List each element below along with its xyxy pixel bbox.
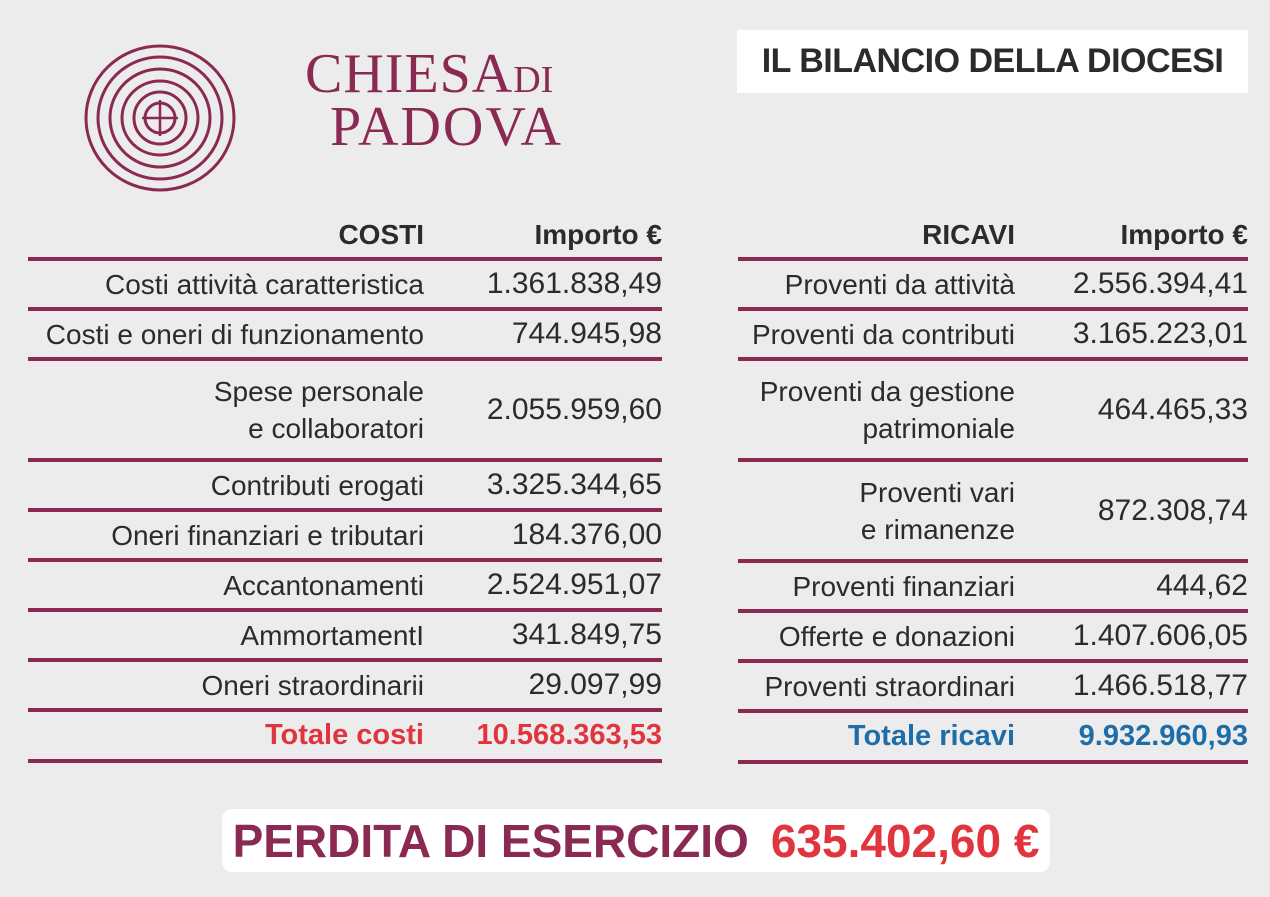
revenues-total-label: Totale ricavi [847,720,1015,752]
table-row [738,563,1248,613]
row-label: Proventi straordinari [764,670,1015,702]
table-row [738,613,1248,663]
table-row [28,361,662,462]
logo-line1-small: DI [513,59,554,101]
row-label [738,474,1015,548]
diocese-logo-text [305,43,563,159]
diocese-logo-icon [80,40,240,195]
row-label-line1: Proventi vari [859,476,1015,508]
table-row [738,462,1248,563]
row-label: AmmortamentI [240,619,424,651]
result-banner [222,809,1050,872]
row-label-line2: patrimoniale [862,412,1015,444]
costs-total-row [28,712,662,763]
row-label: Oneri finanziari e tributari [111,519,424,551]
costs-total-amount: 10.568.363,53 [476,719,662,751]
revenues-header-row [738,212,1248,261]
table-row [28,512,662,562]
row-amount: 1.361.838,49 [486,267,662,300]
row-label: Proventi finanziari [792,570,1015,602]
row-label: Oneri straordinarii [201,669,424,701]
costs-header-label: COSTI [338,219,424,250]
table-row [738,311,1248,361]
logo-line2: PADOVA [330,96,563,159]
row-amount: 3.165.223,01 [1072,317,1248,350]
costs-total-label: Totale costi [265,719,424,751]
row-amount: 1.407.606,05 [1072,619,1248,652]
revenues-header-amount: Importo € [1120,218,1248,250]
row-label: Costi e oneri di funzionamento [45,318,424,350]
row-amount: 744.945,98 [511,317,662,350]
row-amount: 2.055.959,60 [486,392,662,426]
result-label: PERDITA DI ESERCIZIO [232,814,749,867]
revenues-total-amount: 9.932.960,93 [1078,720,1248,752]
row-amount: 872.308,74 [1097,493,1248,527]
costs-header-row [28,212,662,261]
row-label: Offerte e donazioni [778,620,1015,652]
row-amount: 2.556.394,41 [1072,267,1248,300]
table-row [28,462,662,512]
table-row [28,662,662,712]
row-label: Costi attività caratteristica [105,268,424,300]
row-amount: 444,62 [1156,569,1248,602]
table-row [738,663,1248,713]
row-label [738,373,1015,447]
row-amount: 2.524.951,07 [486,568,662,601]
row-label: Accantonamenti [223,569,424,601]
row-amount: 341.849,75 [511,618,662,651]
row-amount: 184.376,00 [511,518,662,551]
logo-line1: CHIESA [305,43,514,105]
table-row [28,311,662,361]
table-row [738,361,1248,462]
row-amount: 3.325.344,65 [486,468,662,501]
row-label: Proventi da contributi [751,318,1015,350]
costs-table [28,212,662,763]
table-row [738,261,1248,311]
table-row [28,261,662,311]
table-row [28,612,662,662]
revenues-table [738,212,1248,764]
revenues-header-label: RICAVI [922,219,1015,250]
row-label-line1: Proventi da gestione [759,375,1015,407]
row-label-line1: Spese personale [213,375,424,407]
row-amount: 29.097,99 [528,668,662,701]
page-title: IL BILANCIO DELLA DIOCESI [737,30,1248,93]
row-label-line2: e collaboratori [248,412,424,444]
row-amount: 1.466.518,77 [1072,669,1248,702]
result-amount: 635.402,60 € [770,814,1040,867]
table-row [28,562,662,612]
row-label-line2: e rimanenze [860,513,1015,545]
costs-header-amount: Importo € [534,218,662,250]
row-amount: 464.465,33 [1097,392,1248,426]
row-label: Proventi da attività [784,268,1015,300]
row-label [28,373,424,447]
row-label: Contributi erogati [210,469,424,501]
revenues-total-row [738,713,1248,764]
